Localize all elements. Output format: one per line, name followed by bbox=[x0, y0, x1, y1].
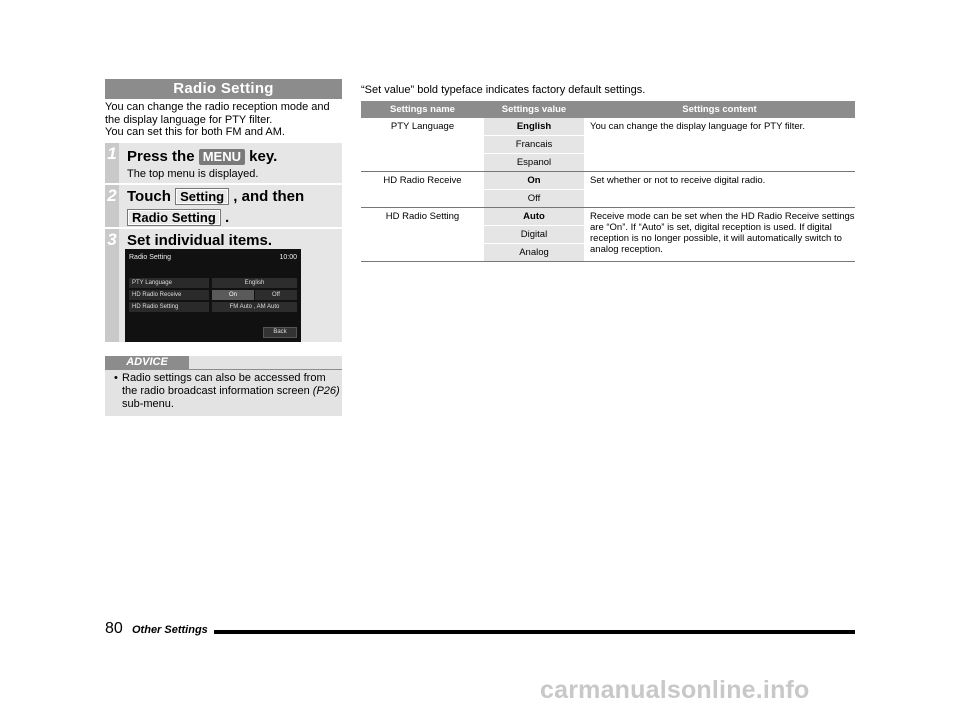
settings-value: Francais bbox=[484, 136, 584, 154]
table-header: Settings content bbox=[584, 101, 855, 118]
advice-body-end: sub-menu. bbox=[122, 398, 174, 410]
settings-table bbox=[361, 101, 855, 262]
step-description: The top menu is displayed. bbox=[127, 168, 259, 180]
settings-value: On bbox=[484, 172, 584, 190]
step-text: . bbox=[224, 209, 230, 226]
radio-setting-key: Radio Setting bbox=[127, 209, 221, 226]
settings-content: Receive mode can be set when the HD Radio Receive settings are “On”. If “Auto” is set, digital reception is used. If digital reception is no longer possible, it will automatically switch to analog reception. bbox=[584, 208, 855, 262]
settings-value: Auto bbox=[484, 208, 584, 226]
step-number: 2 bbox=[105, 185, 119, 227]
table-row bbox=[361, 208, 855, 226]
settings-name: PTY Language bbox=[361, 118, 484, 172]
screen-row-value: FM Auto , AM Auto bbox=[212, 302, 297, 312]
step-heading-cont bbox=[127, 208, 342, 227]
radio-setting-screen bbox=[125, 249, 301, 342]
screen-back-button: Back bbox=[263, 327, 297, 338]
table-header: Settings value bbox=[484, 101, 584, 118]
step-text: key. bbox=[249, 148, 278, 165]
screen-row-hd-setting bbox=[129, 302, 297, 312]
screen-on-option: On bbox=[212, 290, 254, 300]
settings-content: Set whether or not to receive digital radio. bbox=[584, 172, 855, 208]
page-reference: (P26) bbox=[312, 385, 340, 397]
step-2 bbox=[105, 185, 342, 227]
footer-section-name: Other Settings bbox=[132, 624, 208, 636]
bullet-icon: • bbox=[114, 372, 118, 384]
settings-value: English bbox=[484, 118, 584, 136]
default-note: “Set value” bold typeface indicates factory default settings. bbox=[361, 84, 646, 96]
step-heading: Set individual items. bbox=[127, 232, 273, 249]
screen-clock: 10:00 bbox=[279, 254, 297, 261]
step-text: , and then bbox=[233, 188, 305, 205]
settings-value: Digital bbox=[484, 226, 584, 244]
settings-value: Analog bbox=[484, 244, 584, 262]
settings-value: Espanol bbox=[484, 154, 584, 172]
step-text: Touch bbox=[127, 188, 171, 205]
advice-box bbox=[105, 356, 342, 416]
settings-value: Off bbox=[484, 190, 584, 208]
screen-row-hd-receive bbox=[129, 290, 297, 300]
advice-body: Radio settings can also be accessed from the radio broadcast information screen bbox=[122, 372, 326, 397]
settings-name: HD Radio Setting bbox=[361, 208, 484, 262]
table-header: Settings name bbox=[361, 101, 484, 118]
screen-row-label: HD Radio Receive bbox=[129, 290, 209, 300]
intro-line: the display language for PTY filter. bbox=[105, 113, 273, 126]
screen-row-value: English bbox=[212, 278, 297, 288]
step-1 bbox=[105, 143, 342, 183]
step-text: Press the bbox=[127, 148, 195, 165]
table-row bbox=[361, 172, 855, 190]
setting-key: Setting bbox=[175, 188, 229, 205]
step-number: 1 bbox=[105, 143, 119, 183]
settings-content: You can change the display language for PTY filter. bbox=[584, 118, 855, 172]
footer-rule bbox=[214, 630, 855, 634]
table-header-row bbox=[361, 101, 855, 118]
advice-tag: ADVICE bbox=[105, 356, 189, 369]
page-number: 80 bbox=[105, 620, 123, 637]
settings-name: HD Radio Receive bbox=[361, 172, 484, 208]
intro-line: You can change the radio reception mode and bbox=[105, 101, 330, 113]
screen-off-option: Off bbox=[255, 290, 297, 300]
step-heading bbox=[127, 187, 342, 206]
screen-row-label: HD Radio Setting bbox=[129, 302, 209, 312]
watermark: carmanualsonline.info bbox=[540, 676, 810, 704]
section-intro bbox=[105, 101, 345, 139]
screen-title: Radio Setting bbox=[129, 254, 172, 261]
table-row bbox=[361, 118, 855, 136]
step-heading bbox=[127, 147, 342, 166]
section-title: Radio Setting bbox=[105, 79, 342, 99]
advice-divider bbox=[105, 369, 342, 370]
screen-row-pty bbox=[129, 278, 297, 288]
menu-key: MENU bbox=[199, 149, 245, 165]
intro-line: You can set this for both FM and AM. bbox=[105, 126, 285, 138]
advice-text bbox=[114, 372, 340, 411]
step-number: 3 bbox=[105, 229, 119, 342]
screen-row-label: PTY Language bbox=[129, 278, 209, 288]
